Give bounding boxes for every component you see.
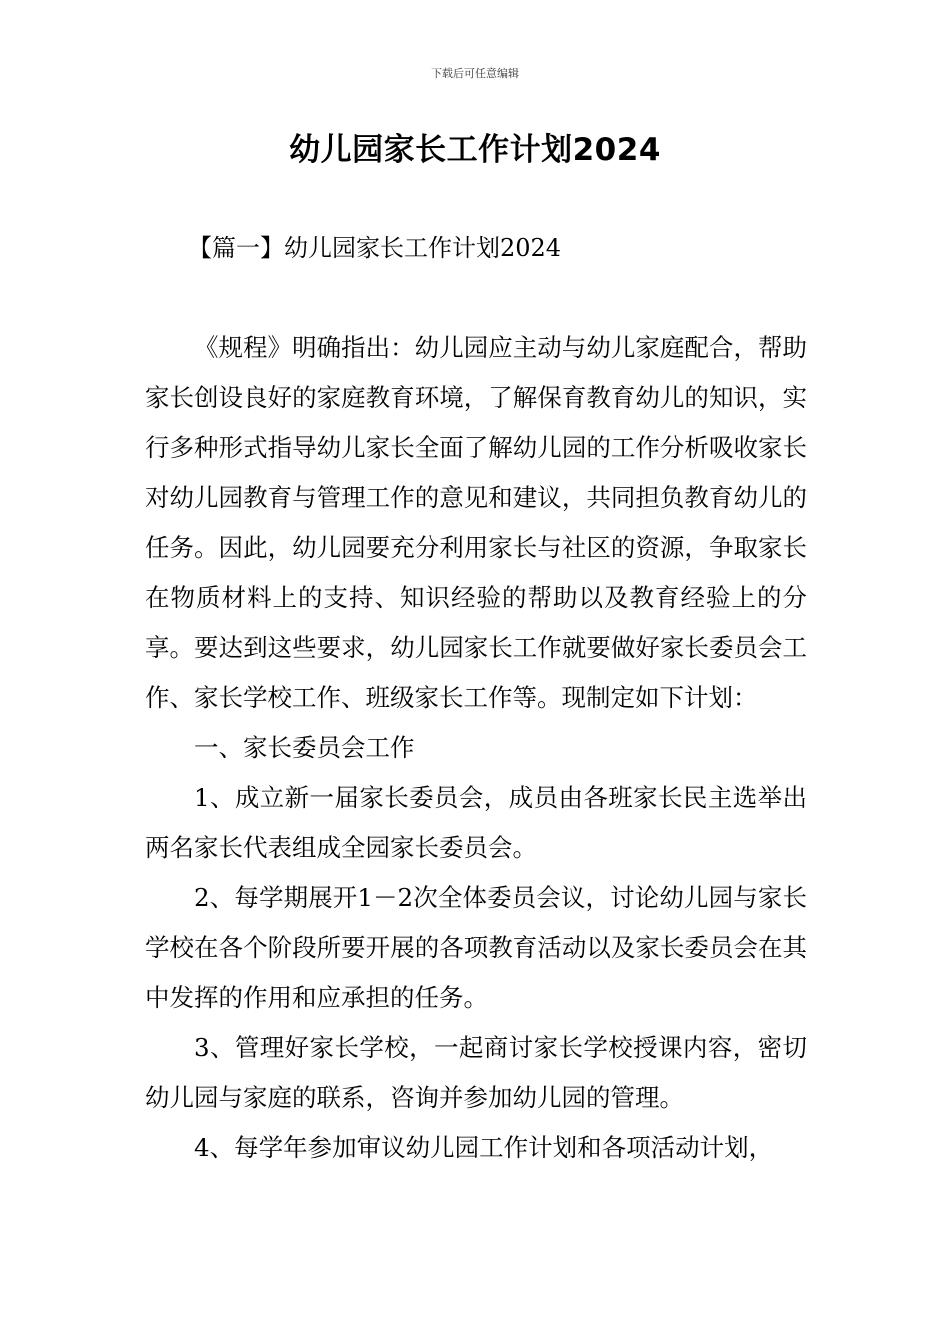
section-heading: 【篇一】幼儿园家长工作计划2024 — [188, 234, 562, 262]
subheading-parent-committee: 一、家长委员会工作 — [194, 733, 415, 762]
list-item: 3、管理好家长学校，一起商讨家长学校授课内容，密切幼儿园与家庭的联系，咨询并参加幼儿园的管理。 — [145, 1033, 807, 1112]
list-item: 2、每学期展开1－2次全体委员会议，讨论幼儿园与家长学校在各个阶段所要开展的各项教育活动以及家长委员会在其中发挥的作用和应承担的任务。 — [145, 883, 807, 1012]
list-item: 1、成立新一届家长委员会，成员由各班家长民主选举出两名家长代表组成全园家长委员会。 — [145, 783, 807, 862]
header-note: 下载后可任意编辑 — [431, 67, 519, 80]
list-item: 4、每学年参加审议幼儿园工作计划和各项活动计划， — [194, 1133, 774, 1162]
intro-paragraph: 《规程》明确指出：幼儿园应主动与幼儿家庭配合，帮助家长创设良好的家庭教育环境，了解保育教育幼儿的知识，实行多种形式指导幼儿家长全面了解幼儿园的工作分析吸收家长对幼儿园教育与管理工作的意见和建议，共同担负教育幼儿的任务。因此，幼儿园要充分利用家长与社区的资源，争取家长在物质材料上的支持、知识经验的帮助以及教育经验上的分享。要达到这些要求，幼儿园家长工作就要做好家长委员会工作、家长学校工作、班级家长工作等。现制定如下计划： — [145, 333, 807, 712]
document-title: 幼儿园家长工作计划2024 — [289, 132, 661, 168]
body-text — [145, 323, 807, 1173]
